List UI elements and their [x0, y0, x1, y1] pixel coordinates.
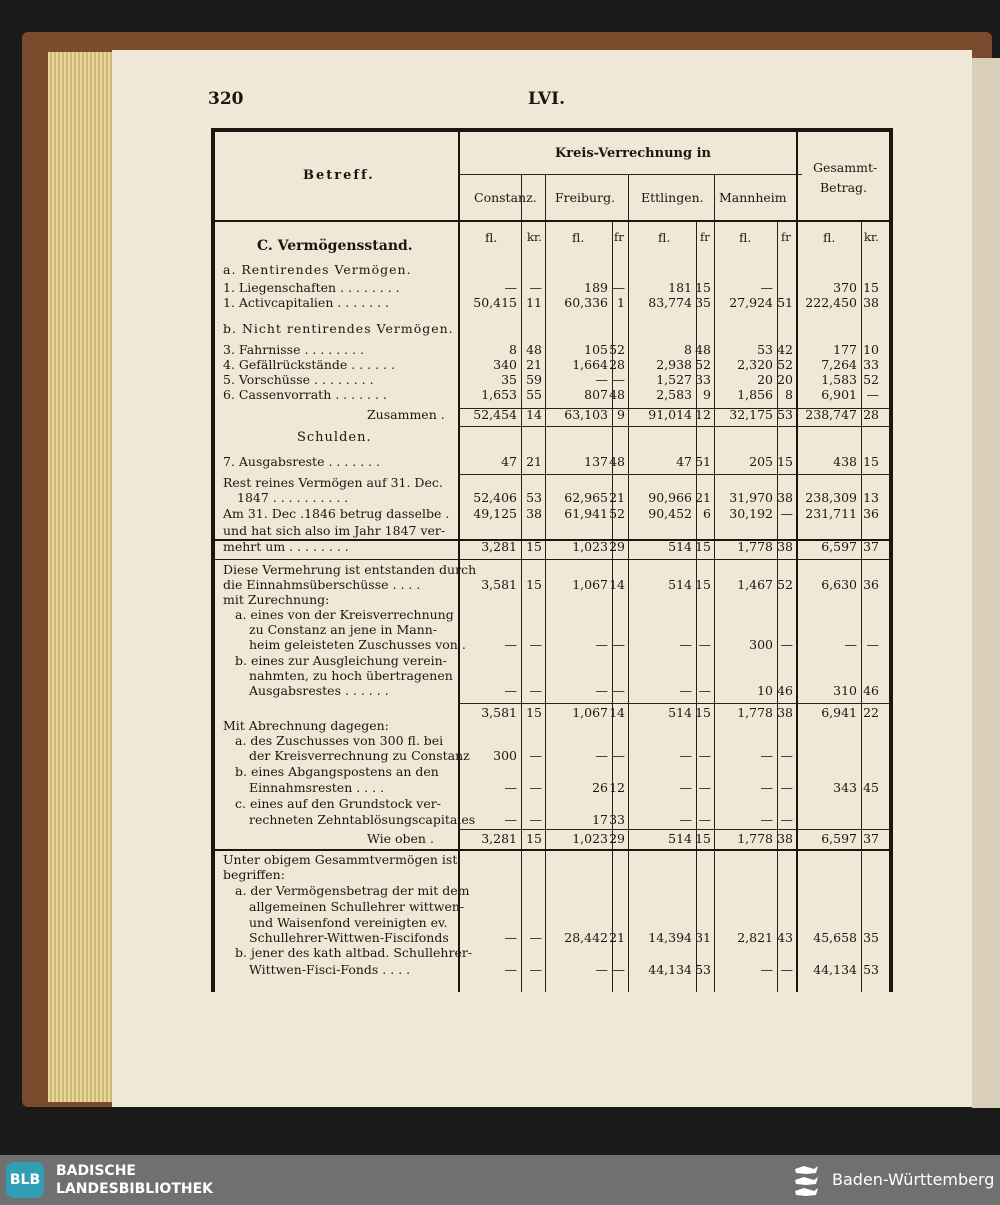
cell-kr: 38: [777, 490, 793, 505]
cell-fl: 44,134: [648, 962, 692, 977]
row-label: Wie oben .: [367, 831, 434, 846]
col-divider: [696, 222, 697, 992]
cell-fl: 514: [668, 705, 692, 720]
header-gesammt: Gesammt-: [813, 160, 878, 175]
row-label: 1847 . . . . . . . . . .: [237, 490, 349, 505]
cell-kr: 33: [695, 372, 711, 387]
col-divider: [777, 222, 778, 992]
col-divider: [796, 132, 798, 992]
cell-fl: 205: [749, 454, 773, 469]
cell-fl: 91,014: [648, 407, 692, 422]
row-label: rechneten Zehntablösungscapitales: [249, 812, 476, 827]
cell-fl: 1,467: [737, 577, 773, 592]
cell-fl: 30,192: [729, 506, 773, 521]
financial-table: [211, 128, 893, 992]
cell-kr: 46: [863, 683, 879, 698]
cell-kr: —: [612, 372, 625, 387]
unit-kr: fr: [700, 230, 710, 244]
cell-kr: 21: [695, 490, 711, 505]
cell-fl: 3,281: [481, 831, 517, 846]
row-label: der Kreisverrechnung zu Constanz: [249, 748, 470, 763]
cell-fl: 8: [509, 342, 517, 357]
row-label: b. eines zur Ausgleichung verein-: [235, 653, 447, 668]
header-freiburg: Freiburg.: [555, 190, 616, 205]
row-label: 3. Fahrnisse . . . . . . . .: [223, 342, 365, 357]
blb-logo[interactable]: BLB: [6, 1162, 44, 1198]
cell-kr: —: [866, 637, 879, 652]
cell-fl: 310: [833, 683, 857, 698]
page-number: 320: [208, 89, 244, 109]
cell-fl: 438: [833, 454, 857, 469]
cell-fl: 1,583: [821, 372, 857, 387]
row-label: nahmten, zu hoch übertragenen: [249, 668, 453, 683]
cell-fl: —: [504, 780, 517, 795]
cell-kr: —: [612, 280, 625, 295]
cell-fl: 2,320: [737, 357, 773, 372]
cell-kr: 15: [695, 280, 711, 295]
cell-kr: 52: [609, 342, 625, 357]
cell-fl: 189: [584, 280, 608, 295]
cell-fl: 137: [584, 454, 608, 469]
cell-kr: —: [529, 930, 542, 945]
cell-fl: 26: [592, 780, 608, 795]
cell-kr: 31: [695, 930, 711, 945]
row-label: begriffen:: [223, 867, 285, 882]
footer-bar: [0, 1155, 1000, 1205]
row-divider: [215, 559, 889, 560]
cell-fl: 300: [749, 637, 773, 652]
cell-fl: 2,938: [656, 357, 692, 372]
cell-kr: —: [698, 780, 711, 795]
row-label: c. eines auf den Grundstock ver-: [235, 796, 441, 811]
cell-fl: —: [679, 637, 692, 652]
cell-kr: 15: [526, 539, 542, 554]
cell-fl: —: [844, 637, 857, 652]
cell-kr: 11: [526, 295, 542, 310]
row-label: mit Zurechnung:: [223, 592, 330, 607]
cell-fl: 514: [668, 577, 692, 592]
cell-kr: 37: [863, 831, 879, 846]
row-label: Am 31. Dec .1846 betrug dasselbe .: [223, 506, 450, 521]
row-label: 1. Liegenschaften . . . . . . . .: [223, 280, 400, 295]
page-edges: [48, 52, 118, 1102]
cell-kr: 14: [609, 705, 625, 720]
cell-fl: 61,941: [564, 506, 608, 521]
cell-fl: 6,597: [821, 539, 857, 554]
cell-fl: 7,264: [821, 357, 857, 372]
cell-kr: —: [612, 683, 625, 698]
row-label: heim geleisteten Zuschusses von .: [249, 637, 466, 652]
cell-fl: 14,394: [648, 930, 692, 945]
cell-fl: 17: [592, 812, 608, 827]
cell-kr: 15: [695, 577, 711, 592]
row-label: 5. Vorschüsse . . . . . . . .: [223, 372, 374, 387]
cell-kr: 52: [609, 506, 625, 521]
cell-fl: —: [504, 683, 517, 698]
cell-fl: 514: [668, 539, 692, 554]
row-label: a. der Vermögensbetrag der mit dem: [235, 883, 470, 898]
cell-kr: 14: [609, 577, 625, 592]
cell-kr: 21: [526, 454, 542, 469]
cell-kr: 46: [777, 683, 793, 698]
cell-kr: 15: [863, 280, 879, 295]
cell-kr: 42: [777, 342, 793, 357]
col-divider: [861, 222, 862, 992]
row-label: allgemeinen Schullehrer wittwen-: [249, 899, 465, 914]
cell-fl: 63,103: [564, 407, 608, 422]
cell-kr: —: [780, 780, 793, 795]
row-label: a. des Zuschusses von 300 fl. bei: [235, 733, 444, 748]
unit-fl: fl.: [658, 230, 671, 245]
cell-kr: —: [612, 748, 625, 763]
cell-fl: 1,527: [656, 372, 692, 387]
cell-fl: 1,653: [481, 387, 517, 402]
cell-kr: —: [529, 683, 542, 698]
facing-page-edge: [972, 58, 1000, 1108]
row-label: Unter obigem Gesammtvermögen ist: [223, 852, 458, 867]
cell-kr: 22: [863, 705, 879, 720]
cell-fl: 52,406: [473, 490, 517, 505]
cell-kr: 10: [863, 342, 879, 357]
row-label: 6. Cassenvorrath . . . . . . .: [223, 387, 387, 402]
cell-kr: —: [866, 387, 879, 402]
row-label: Ausgabsrestes . . . . . .: [249, 683, 389, 698]
unit-fl: fl.: [739, 230, 752, 245]
library-name-line2: LANDESBIBLIOTHEK: [56, 1181, 214, 1197]
cell-kr: 15: [526, 705, 542, 720]
cell-fl: 6,630: [821, 577, 857, 592]
cell-kr: 33: [609, 812, 625, 827]
cell-kr: 59: [526, 372, 542, 387]
cell-fl: 340: [493, 357, 517, 372]
row-label: Rest reines Vermögen auf 31. Dec.: [223, 475, 443, 490]
cell-fl: —: [760, 812, 773, 827]
library-name-line1: BADISCHE: [56, 1163, 136, 1179]
cell-kr: 45: [863, 780, 879, 795]
cell-kr: 15: [695, 705, 711, 720]
row-label: zu Constanz an jene in Mann-: [249, 622, 438, 637]
subsection-nicht-rentirend: b. Nicht rentirendes Vermögen.: [223, 321, 454, 336]
cell-kr: 37: [863, 539, 879, 554]
cell-fl: 1,067: [572, 577, 608, 592]
cell-kr: 9: [617, 407, 625, 422]
row-divider: [458, 474, 889, 475]
cell-kr: —: [780, 962, 793, 977]
cell-kr: 38: [777, 539, 793, 554]
cell-fl: 1,856: [737, 387, 773, 402]
cell-kr: —: [698, 683, 711, 698]
cell-fl: 1,778: [737, 831, 773, 846]
cell-kr: 1: [617, 295, 625, 310]
cell-fl: 177: [833, 342, 857, 357]
cell-kr: 38: [777, 705, 793, 720]
cell-fl: 90,452: [648, 506, 692, 521]
row-label: und hat sich also im Jahr 1847 ver-: [223, 523, 446, 538]
cell-kr: —: [529, 748, 542, 763]
cell-kr: 36: [863, 577, 879, 592]
cell-kr: 48: [609, 387, 625, 402]
cell-kr: 21: [526, 357, 542, 372]
cell-kr: 38: [526, 506, 542, 521]
cell-fl: 370: [833, 280, 857, 295]
cell-fl: —: [760, 280, 773, 295]
cell-kr: —: [529, 780, 542, 795]
cell-fl: 2,583: [656, 387, 692, 402]
row-label: b. jener des kath altbad. Schullehrer-: [235, 945, 473, 960]
cell-kr: 15: [526, 577, 542, 592]
cell-fl: 47: [501, 454, 517, 469]
cell-kr: 55: [526, 387, 542, 402]
row-label: die Einnahmsüberschüsse . . . .: [223, 577, 421, 592]
cell-fl: 10: [757, 683, 773, 698]
cell-fl: 2,821: [737, 930, 773, 945]
cell-kr: 53: [695, 962, 711, 977]
cell-fl: —: [504, 280, 517, 295]
cell-fl: —: [679, 812, 692, 827]
cell-kr: —: [780, 506, 793, 521]
cell-kr: 52: [777, 357, 793, 372]
cell-fl: —: [595, 683, 608, 698]
cell-fl: 52,454: [473, 407, 517, 422]
row-label: Mit Abrechnung dagegen:: [223, 718, 389, 733]
cell-fl: 60,336: [564, 295, 608, 310]
cell-kr: —: [612, 962, 625, 977]
cell-kr: 53: [863, 962, 879, 977]
lions-icon: [792, 1163, 822, 1197]
col-divider: [612, 222, 613, 992]
cell-fl: —: [679, 683, 692, 698]
row-divider: [215, 849, 889, 851]
cell-fl: —: [760, 780, 773, 795]
cell-kr: —: [529, 280, 542, 295]
cell-fl: 238,309: [805, 490, 857, 505]
cell-fl: 47: [676, 454, 692, 469]
cell-kr: 53: [777, 407, 793, 422]
header-betrag: Betrag.: [820, 180, 868, 195]
cell-fl: 238,747: [805, 407, 857, 422]
cell-kr: 14: [526, 407, 542, 422]
cell-kr: —: [780, 748, 793, 763]
row-label: Einnahmsresten . . . .: [249, 780, 385, 795]
cell-kr: —: [529, 962, 542, 977]
row-divider: [458, 703, 889, 704]
cell-fl: 45,658: [813, 930, 857, 945]
cell-kr: 52: [777, 577, 793, 592]
cell-kr: 15: [863, 454, 879, 469]
cell-kr: 51: [777, 295, 793, 310]
cell-kr: 28: [609, 357, 625, 372]
row-label: mehrt um . . . . . . . .: [223, 539, 349, 554]
row-label: 1. Activcapitalien . . . . . . .: [223, 295, 390, 310]
cell-fl: 181: [668, 280, 692, 295]
row-divider: [458, 426, 889, 427]
cell-kr: 43: [777, 930, 793, 945]
unit-kr: fr: [614, 230, 624, 244]
cell-kr: 48: [609, 454, 625, 469]
cell-fl: 3,581: [481, 705, 517, 720]
cell-kr: —: [698, 637, 711, 652]
row-label: Zusammen .: [367, 407, 445, 422]
cell-fl: 1,778: [737, 539, 773, 554]
cell-fl: 231,711: [805, 506, 857, 521]
row-label: Schullehrer-Wittwen-Fiscifonds: [249, 930, 449, 945]
cell-fl: —: [595, 748, 608, 763]
subsection-rentirend: a. Rentirendes Vermögen.: [223, 262, 412, 277]
cell-fl: 90,966: [648, 490, 692, 505]
chapter-heading: LVI.: [528, 89, 565, 109]
unit-fl: fl.: [572, 230, 585, 245]
cell-fl: 1,023: [572, 831, 608, 846]
cell-kr: —: [529, 812, 542, 827]
section-vermoegensstand: C. Vermögensstand.: [257, 238, 413, 254]
cell-kr: 51: [695, 454, 711, 469]
unit-kr: kr.: [864, 230, 879, 244]
cell-fl: 1,067: [572, 705, 608, 720]
cell-fl: 6,901: [821, 387, 857, 402]
header-mannheim: Mannheim: [719, 190, 787, 205]
cell-fl: 300: [493, 748, 517, 763]
header-kreis: Kreis-Verrechnung in: [555, 146, 711, 161]
cell-fl: 28,442: [564, 930, 608, 945]
cell-kr: 28: [863, 407, 879, 422]
cell-fl: 44,134: [813, 962, 857, 977]
row-label: und Waisenfond vereinigten ev.: [249, 915, 448, 930]
cell-fl: —: [595, 962, 608, 977]
cell-kr: 48: [695, 342, 711, 357]
cell-fl: 83,774: [648, 295, 692, 310]
cell-kr: 35: [695, 295, 711, 310]
cell-fl: 3,581: [481, 577, 517, 592]
cell-fl: 6,941: [821, 705, 857, 720]
cell-kr: 9: [703, 387, 711, 402]
cell-kr: 21: [609, 490, 625, 505]
row-label: Wittwen-Fisci-Fonds . . . .: [249, 962, 411, 977]
row-label: a. eines von der Kreisverrechnung: [235, 607, 454, 622]
cell-kr: 38: [777, 831, 793, 846]
cell-fl: 1,664: [572, 357, 608, 372]
cell-fl: 27,924: [729, 295, 773, 310]
cell-fl: 62,965: [564, 490, 608, 505]
cell-fl: 49,125: [473, 506, 517, 521]
unit-kr: fr: [781, 230, 791, 244]
header-betreff: Betreff.: [303, 168, 375, 183]
cell-kr: 15: [526, 831, 542, 846]
row-divider: [458, 174, 802, 175]
row-label: b. eines Abgangspostens an den: [235, 764, 439, 779]
cell-kr: —: [698, 748, 711, 763]
cell-fl: 514: [668, 831, 692, 846]
cell-kr: —: [698, 812, 711, 827]
unit-kr: kr.: [527, 230, 542, 244]
unit-fl: fl.: [485, 230, 498, 245]
cell-kr: 35: [863, 930, 879, 945]
cell-kr: 52: [863, 372, 879, 387]
cell-fl: 807: [584, 387, 608, 402]
cell-fl: —: [679, 748, 692, 763]
cell-kr: 6: [703, 506, 711, 521]
cell-kr: 15: [695, 831, 711, 846]
row-label: 7. Ausgabsreste . . . . . . .: [223, 454, 381, 469]
cell-fl: 20: [757, 372, 773, 387]
cell-kr: 15: [777, 454, 793, 469]
cell-fl: 1,023: [572, 539, 608, 554]
cell-fl: —: [595, 637, 608, 652]
cell-fl: 35: [501, 372, 517, 387]
cell-fl: —: [504, 930, 517, 945]
cell-fl: 343: [833, 780, 857, 795]
cell-fl: —: [504, 962, 517, 977]
section-schulden: Schulden.: [297, 430, 372, 445]
cell-kr: 12: [695, 407, 711, 422]
cell-fl: 8: [684, 342, 692, 357]
cell-kr: —: [780, 812, 793, 827]
cell-fl: 32,175: [729, 407, 773, 422]
cell-kr: —: [780, 637, 793, 652]
unit-fl: fl.: [823, 230, 836, 245]
cell-kr: 21: [609, 930, 625, 945]
cell-fl: 3,281: [481, 539, 517, 554]
header-ettlingen: Ettlingen.: [641, 190, 704, 205]
cell-fl: —: [760, 748, 773, 763]
cell-fl: 53: [757, 342, 773, 357]
cell-kr: 36: [863, 506, 879, 521]
cell-fl: 1,778: [737, 705, 773, 720]
cell-kr: 13: [863, 490, 879, 505]
row-label: 4. Gefällrückstände . . . . . .: [223, 357, 395, 372]
cell-fl: —: [760, 962, 773, 977]
col-divider: [545, 174, 546, 992]
header-constanz: Constanz.: [474, 190, 537, 205]
state-name: Baden-Württemberg: [832, 1170, 995, 1189]
cell-fl: —: [679, 780, 692, 795]
cell-kr: 53: [526, 490, 542, 505]
cell-kr: 52: [695, 357, 711, 372]
cell-kr: 8: [785, 387, 793, 402]
cell-kr: 12: [609, 780, 625, 795]
cell-fl: 222,450: [805, 295, 857, 310]
cell-kr: 29: [609, 831, 625, 846]
cell-kr: 48: [526, 342, 542, 357]
row-divider: [458, 829, 889, 830]
cell-fl: 31,970: [729, 490, 773, 505]
col-divider: [628, 174, 629, 992]
cell-fl: —: [504, 637, 517, 652]
cell-kr: —: [529, 637, 542, 652]
cell-kr: 33: [863, 357, 879, 372]
cell-kr: 38: [863, 295, 879, 310]
row-divider: [215, 220, 889, 222]
cell-kr: —: [612, 637, 625, 652]
cell-fl: 105: [584, 342, 608, 357]
cell-fl: —: [595, 372, 608, 387]
cell-kr: 20: [777, 372, 793, 387]
row-label: Diese Vermehrung ist entstanden durch: [223, 562, 477, 577]
cell-fl: 50,415: [473, 295, 517, 310]
cell-kr: 15: [695, 539, 711, 554]
cell-kr: 29: [609, 539, 625, 554]
cell-fl: 6,597: [821, 831, 857, 846]
cell-fl: —: [504, 812, 517, 827]
